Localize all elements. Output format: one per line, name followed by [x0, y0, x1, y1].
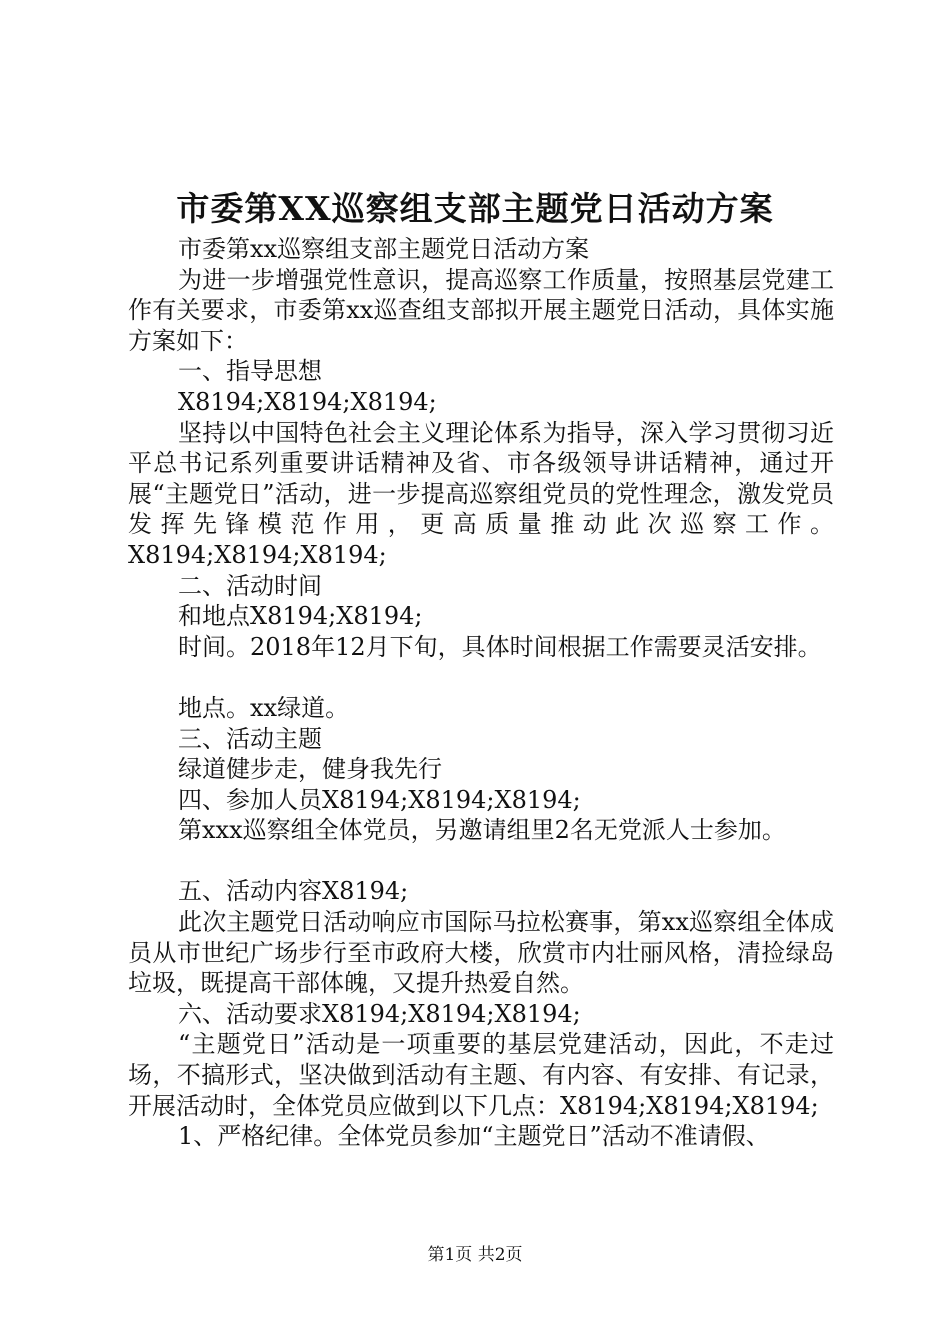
- paragraph: “主题党日”活动是一项重要的基层党建活动，因此，不走过场，不搞形式，坚决做到活动有主题、有内容、有安排、有记录，开展活动时，全体党员应做到以下几点：X8194;X8194;X8194;: [128, 1030, 834, 1120]
- document-body: [128, 234, 834, 1152]
- paragraph: 地点。xx绿道。: [178, 693, 350, 722]
- paragraph: 坚持以中国特色社会主义理论体系为指导，深入学习贯彻习近平总书记系列重要讲话精神及省、市各级领导讲话精神，通过开展“主题党日”活动，进一步提高巡察组党员的党性理念，激发党员发挥先锋模范作用，更高质量推动此次巡察工作。X8194;X8194;X8194;: [128, 418, 834, 569]
- paragraph: 四、参加人员X8194;X8194;X8194;: [178, 785, 581, 814]
- blank-line: [128, 846, 834, 877]
- page-footer: 第1页 共2页: [427, 1245, 523, 1265]
- paragraph: 六、活动要求X8194;X8194;X8194;: [178, 999, 581, 1028]
- paragraph: 三、活动主题: [178, 724, 322, 753]
- paragraph: 和地点X8194;X8194;: [178, 602, 423, 631]
- blank-line: [128, 662, 834, 693]
- paragraph: 市委第xx巡察组支部主题党日活动方案: [178, 235, 590, 263]
- paragraph: 绿道健步走，健身我先行: [178, 755, 442, 784]
- paragraph: 第xxx巡察组全体党员，另邀请组里2名无党派人士参加。: [178, 816, 786, 845]
- document-title: 市委第XX巡察组支部主题党日活动方案: [176, 189, 774, 228]
- paragraph: 五、活动内容X8194;: [178, 877, 409, 906]
- paragraph: 1、严格纪律。全体党员参加“主题党日”活动不准请假、: [178, 1122, 770, 1151]
- paragraph: 为进一步增强党性意识，提高巡察工作质量，按照基层党建工作有关要求，市委第xx巡查组支部拟开展主题党日活动，具体实施方案如下：: [128, 265, 834, 355]
- paragraph: 时间。2018年12月下旬，具体时间根据工作需要灵活安排。: [178, 632, 822, 661]
- paragraph: 一、指导思想: [178, 357, 322, 386]
- paragraph: 二、活动时间: [178, 571, 322, 600]
- paragraph: X8194;X8194;X8194;: [178, 387, 437, 416]
- paragraph: 此次主题党日活动响应市国际马拉松赛事，第xx巡察组全体成员从市世纪广场步行至市政府大楼，欣赏市内壮丽风格，清捡绿岛垃圾，既提高干部体魄，又提升热爱自然。: [128, 908, 834, 998]
